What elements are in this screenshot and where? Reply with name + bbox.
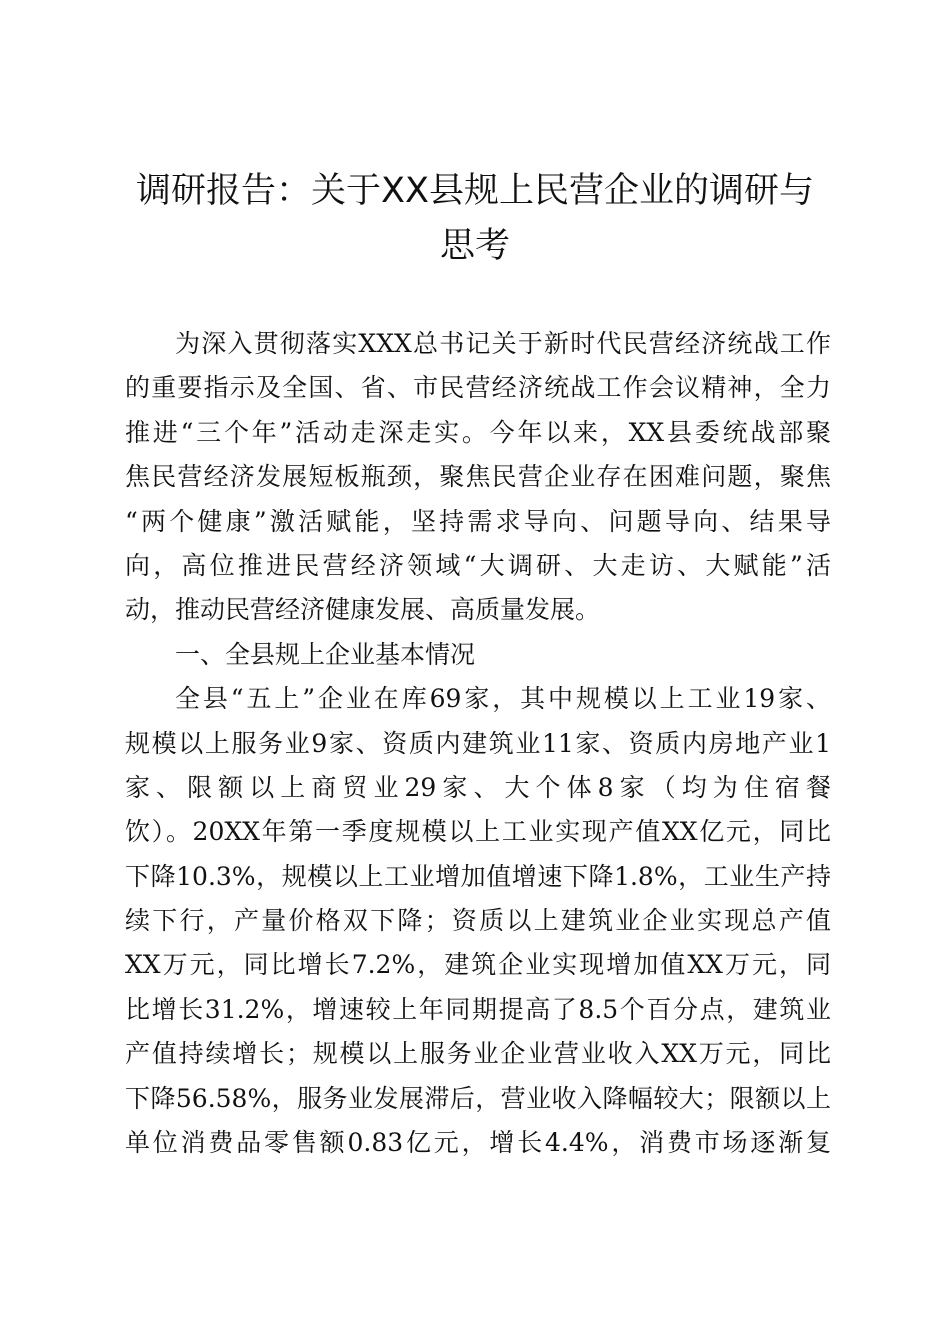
paragraph-basic-line: 产值持续增长；规模以上服务业企业营业收入XX万元，同比 xyxy=(125,1039,831,1069)
paragraph-basic-line: 续下行，产量价格双下降；资质以上建筑业企业实现总产值 xyxy=(125,906,831,936)
paragraph-basic-line: 家、限额以上商贸业29家、大个体8家（均为住宿餐 xyxy=(125,772,831,802)
paragraph-intro-line: 焦民营经济发展短板瓶颈，聚焦民营企业存在困难问题，聚焦 xyxy=(125,462,831,492)
paragraph-intro-line: 动，推动民营经济健康发展、高质量发展。 xyxy=(125,595,601,625)
paragraph-basic-line: 下降56.58%，服务业发展滞后，营业收入降幅较大；限额以上 xyxy=(125,1083,831,1113)
document-body xyxy=(125,322,831,1165)
paragraph-basic-line: XX万元，同比增长7.2%，建筑企业实现增加值XX万元，同 xyxy=(125,950,831,980)
paragraph-basic-line: 比增长31.2%，增速较上年同期提高了8.5个百分点，建筑业 xyxy=(125,994,831,1024)
paragraph-intro-line: 向，高位推进民营经济领域“大调研、大走访、大赋能”活 xyxy=(125,550,831,580)
paragraph-intro-line: 为深入贯彻落实XXX总书记关于新时代民营经济统战工作 xyxy=(175,329,831,358)
section-heading: 一、全县规上企业基本情况 xyxy=(175,639,476,669)
paragraph-basic-line: 规模以上服务业9家、资质内建筑业11家、资质内房地产业1 xyxy=(125,728,831,758)
paragraph-intro-line: 的重要指示及全国、省、市民营经济统战工作会议精神，全力 xyxy=(125,373,831,403)
paragraph-intro-line: 推进“三个年”活动走深走实。今年以来，XX县委统战部聚 xyxy=(125,417,831,447)
document-title-line-1: 调研报告：关于XX县规上民营企业的调研与 xyxy=(136,171,814,211)
document-title-line-2: 思考 xyxy=(439,226,510,266)
paragraph-intro-line: “两个健康”激活赋能，坚持需求导向、问题导向、结果导 xyxy=(125,506,831,536)
paragraph-basic-line: 饮）。20XX年第一季度规模以上工业实现产值XX亿元，同比 xyxy=(125,817,831,847)
paragraph-basic-line: 单位消费品零售额0.83亿元，增长4.4%，消费市场逐渐复 xyxy=(125,1128,831,1158)
paragraph-basic-line: 下降10.3%，规模以上工业增加值增速下降1.8%，工业生产持 xyxy=(125,861,831,891)
paragraph-basic-line: 全县“五上”企业在库69家，其中规模以上工业19家、 xyxy=(175,684,831,714)
